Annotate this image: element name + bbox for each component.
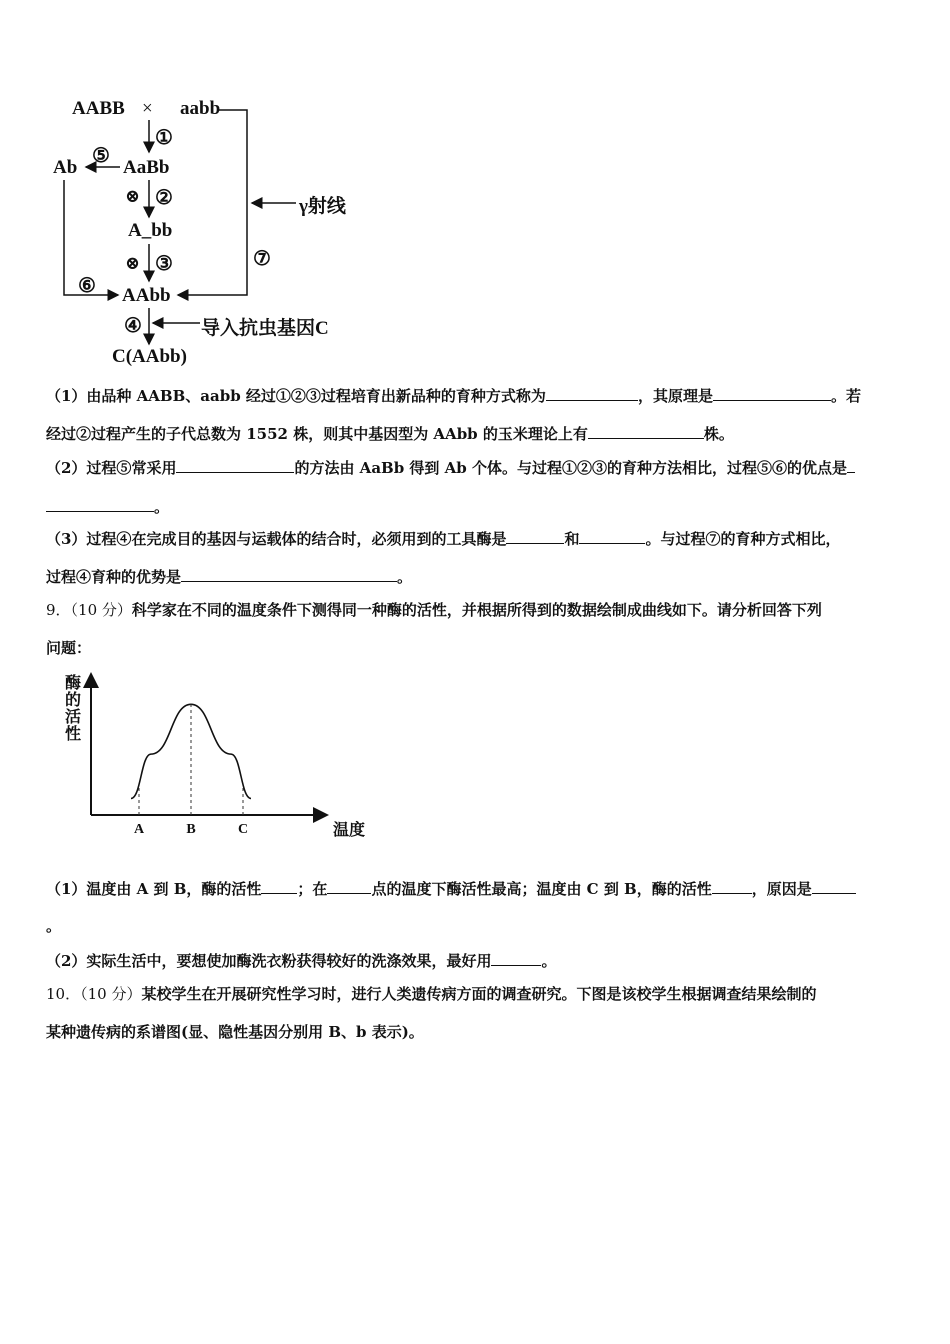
q9-stem-line2: 问题： [46, 639, 92, 657]
q8-part3-line1: （3）过程④在完成目的基因与运载体的结合时，必须用到的工具酶是 和 。与过程⑦的育种方式相比， [46, 530, 841, 548]
question-number: 9．（10 分） [46, 601, 132, 619]
blank-advantage[interactable] [46, 496, 154, 512]
gamma-ray-label: γ射线 [299, 196, 346, 217]
target-aabb: AAbb [122, 285, 171, 306]
y-axis-label-char: 的 [64, 692, 82, 709]
step-6-label: ⑥ [78, 275, 96, 297]
x-axis-label: 温度 [333, 822, 366, 839]
step-2-label: ② [155, 187, 173, 209]
blank-reason[interactable] [812, 878, 856, 894]
q9-sub2: （2）实际生活中，要想使加酶洗衣粉获得较好的洗涤效果，最好用 。 [46, 952, 557, 970]
blank-optimal-point[interactable] [327, 878, 371, 894]
haploid-ab: Ab [53, 157, 78, 178]
y-axis-label-char: 酶 [64, 675, 82, 692]
parent-aabb-lower: aabb [180, 98, 221, 119]
q8-part2-line1: （2）过程⑤常采用 的方法由 AaBb 得到 Ab 个体。与过程①②③的育种方法相比，过程⑤⑥的优点是 [46, 457, 908, 478]
q10-stem-line2: 某种遗传病的系谱图(显、隐性基因分别用 B、b 表示)。 [46, 1023, 424, 1041]
blank-principle[interactable] [713, 385, 831, 401]
x-tick-b: B [186, 822, 196, 837]
gene-import-label: 导入抗虫基因C [201, 318, 329, 339]
blank-enzyme-1[interactable] [506, 528, 564, 544]
diagram-lines [0, 0, 400, 380]
q8-part1-line1: （1）由品种 AABB、aabb 经过①②③过程培育出新品种的育种方式称为 ，其原理是 。若 [46, 387, 861, 405]
step-7-label: ⑦ [253, 248, 271, 270]
blank-advantage-4[interactable] [181, 566, 397, 582]
q9-sub1-line1: （1）温度由 A 到 B，酶的活性 ；在 点的温度下酶活性最高；温度由 C 到 B，酶的活性 ，原因是 [46, 878, 908, 899]
blank-activity-change-ab[interactable] [261, 878, 297, 894]
f2-a-bb: A_bb [128, 220, 173, 241]
q8-part1-line2: 经过②过程产生的子代总数为 1552 株，则其中基因型为 AAbb 的玉米理论上有 株。 [46, 425, 734, 443]
q8-part3-line2: 过程④育种的优势是 。 [46, 568, 413, 586]
f1-aabb: AaBb [123, 157, 170, 178]
chart-svg [56, 668, 366, 848]
cross-symbol: × [142, 98, 153, 119]
step-5-label: ⑤ [92, 145, 110, 167]
step-3-label: ③ [155, 253, 173, 275]
question-number: 10．（10 分） [46, 985, 142, 1003]
q8-part2-line2: 。 [46, 496, 908, 517]
final-product: C(AAbb) [112, 346, 187, 367]
x-tick-c: C [237, 822, 249, 837]
q10-stem-line1: 10．（10 分）某校学生在开展研究性学习时，进行人类遗传病方面的调查研究。下图是该校学生根据调查结果绘制的 [46, 985, 817, 1003]
blank-water-temperature[interactable] [491, 950, 541, 966]
q9-stem-line1: 9．（10 分）科学家在不同的温度条件下测得同一种酶的活性，并根据所得到的数据绘制成曲线如下。请分析回答下列 [46, 601, 822, 619]
self-cross-3: ⊗ [125, 253, 141, 273]
blank-advantage-start[interactable] [847, 457, 855, 473]
y-axis-label-char: 活 [64, 709, 82, 726]
arrow-step7 [178, 110, 247, 295]
blank-enzyme-2[interactable] [579, 528, 645, 544]
blank-aabb-count[interactable] [588, 423, 704, 439]
self-cross-2: ⊗ [125, 186, 141, 206]
blank-method-5[interactable] [176, 457, 294, 473]
x-tick-a: A [133, 822, 145, 837]
enzyme-activity-chart [56, 668, 366, 848]
blank-activity-change-cb[interactable] [712, 878, 752, 894]
parent-aabb-upper: AABB [72, 98, 125, 119]
q9-sub1-line2: 。 [46, 917, 62, 935]
step-1-label: ① [155, 127, 173, 149]
step-4-label: ④ [124, 315, 142, 337]
y-axis-label-char: 性 [64, 726, 82, 743]
blank-breeding-method[interactable] [546, 385, 638, 401]
